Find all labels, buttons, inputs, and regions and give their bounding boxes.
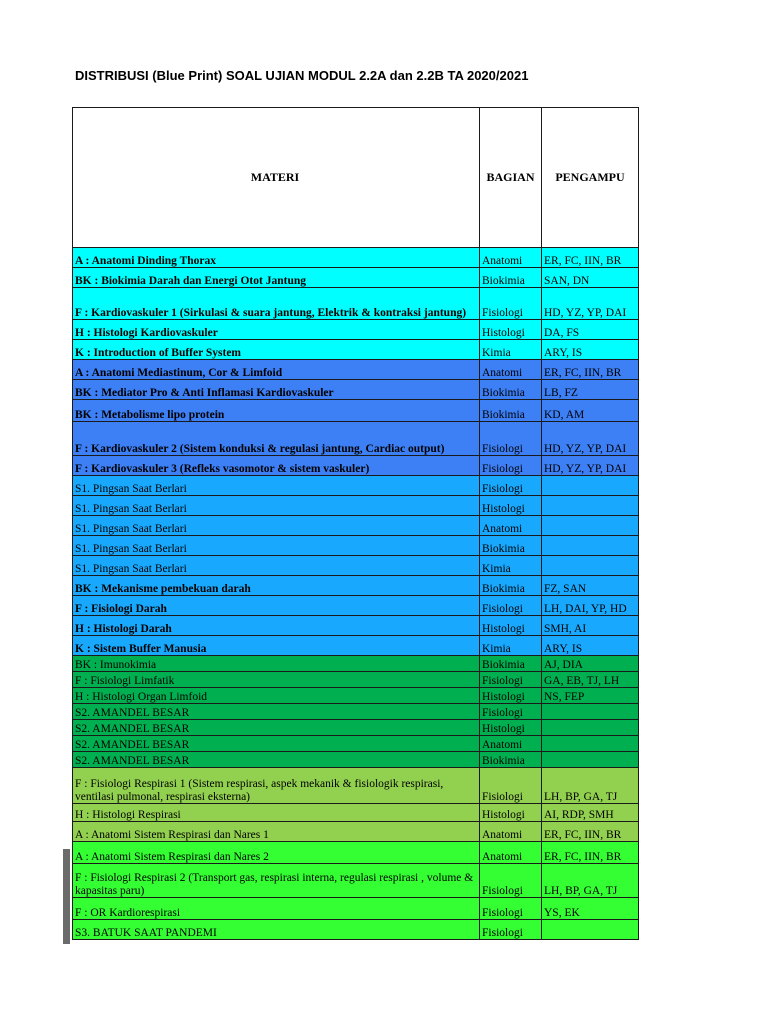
cell-pengampu: HD, YZ, YP, DAI (542, 288, 639, 320)
header-pengampu: PENGAMPU (542, 108, 639, 248)
cell-pengampu: ER, FC, IIN, BR (542, 842, 639, 864)
document-title: DISTRIBUSI (Blue Print) SOAL UJIAN MODUL 2.2A dan 2.2B TA 2020/2021 (75, 68, 529, 83)
cell-bagian: Histologi (480, 616, 542, 636)
cell-materi: H : Histologi Kardiovaskuler (73, 320, 480, 340)
cell-pengampu: KD, AM (542, 400, 639, 422)
table-row (73, 516, 639, 536)
cell-materi: A : Anatomi Dinding Thorax (73, 248, 480, 268)
cell-bagian: Biokimia (480, 268, 542, 288)
cell-pengampu: ARY, IS (542, 340, 639, 360)
cell-materi: S2. AMANDEL BESAR (73, 720, 480, 736)
cell-pengampu (542, 476, 639, 496)
cell-materi: A : Anatomi Sistem Respirasi dan Nares 1 (73, 822, 480, 842)
cell-pengampu (542, 920, 639, 940)
cell-materi: S2. AMANDEL BESAR (73, 704, 480, 720)
cell-pengampu: HD, YZ, YP, DAI (542, 456, 639, 476)
table-row (73, 656, 639, 672)
table-row (73, 536, 639, 556)
cell-materi: F : Kardiovaskuler 1 (Sirkulasi & suara jantung, Elektrik & kontraksi jantung) (73, 288, 480, 320)
cell-materi: F : Fisiologi Respirasi 1 (Sistem respirasi, aspek mekanik & fisiologik respirasi, ventilasi pulmonal, respirasi eksterna) (73, 768, 480, 804)
cell-bagian: Fisiologi (480, 864, 542, 898)
cell-pengampu: AJ, DIA (542, 656, 639, 672)
cell-bagian: Anatomi (480, 516, 542, 536)
table-row (73, 768, 639, 804)
cell-materi: S3. BATUK SAAT PANDEMI (73, 920, 480, 940)
cell-bagian: Kimia (480, 636, 542, 656)
cell-bagian: Fisiologi (480, 768, 542, 804)
cell-materi: K : Introduction of Buffer System (73, 340, 480, 360)
table-row (73, 752, 639, 768)
cell-pengampu: NS, FEP (542, 688, 639, 704)
table-row (73, 804, 639, 822)
cell-materi: A : Anatomi Sistem Respirasi dan Nares 2 (73, 842, 480, 864)
cell-materi: S1. Pingsan Saat Berlari (73, 556, 480, 576)
cell-materi: S1. Pingsan Saat Berlari (73, 536, 480, 556)
cell-pengampu (542, 556, 639, 576)
table-row (73, 688, 639, 704)
table-header-row (73, 108, 639, 248)
cell-pengampu: GA, EB, TJ, LH (542, 672, 639, 688)
table-row (73, 898, 639, 920)
cell-pengampu: ER, FC, IIN, BR (542, 248, 639, 268)
cell-bagian: Biokimia (480, 576, 542, 596)
cell-pengampu: AI, RDP, SMH (542, 804, 639, 822)
cell-materi: BK : Metabolisme lipo protein (73, 400, 480, 422)
cell-pengampu (542, 720, 639, 736)
cell-bagian: Biokimia (480, 536, 542, 556)
table-row (73, 596, 639, 616)
cell-bagian: Histologi (480, 720, 542, 736)
cell-pengampu: ARY, IS (542, 636, 639, 656)
cell-materi: BK : Mekanisme pembekuan darah (73, 576, 480, 596)
cell-materi: F : Kardiovaskuler 2 (Sistem konduksi & regulasi jantung, Cardiac output) (73, 422, 480, 456)
table-row (73, 672, 639, 688)
cell-pengampu (542, 516, 639, 536)
cell-bagian: Anatomi (480, 822, 542, 842)
table-row (73, 636, 639, 656)
cell-bagian: Fisiologi (480, 476, 542, 496)
table-row (73, 268, 639, 288)
cell-materi: H : Histologi Darah (73, 616, 480, 636)
cell-bagian: Anatomi (480, 248, 542, 268)
cell-bagian: Fisiologi (480, 288, 542, 320)
cell-materi: BK : Imunokimia (73, 656, 480, 672)
cell-bagian: Fisiologi (480, 422, 542, 456)
header-bagian: BAGIAN (480, 108, 542, 248)
table-row (73, 822, 639, 842)
cell-bagian: Fisiologi (480, 920, 542, 940)
cell-pengampu: LH, BP, GA, TJ (542, 768, 639, 804)
cell-pengampu: SAN, DN (542, 268, 639, 288)
cell-bagian: Fisiologi (480, 596, 542, 616)
table-row (73, 456, 639, 476)
cell-bagian: Kimia (480, 556, 542, 576)
header-materi: MATERI (73, 108, 480, 248)
cell-bagian: Fisiologi (480, 898, 542, 920)
cell-pengampu: SMH, AI (542, 616, 639, 636)
table-row (73, 400, 639, 422)
cell-materi: F : Kardiovaskuler 3 (Refleks vasomotor & sistem vaskuler) (73, 456, 480, 476)
cell-pengampu: LH, BP, GA, TJ (542, 864, 639, 898)
table-row (73, 360, 639, 380)
table-row (73, 556, 639, 576)
cell-pengampu: ER, FC, IIN, BR (542, 822, 639, 842)
cell-pengampu (542, 704, 639, 720)
cell-bagian: Histologi (480, 688, 542, 704)
cell-pengampu (542, 536, 639, 556)
cell-materi: S1. Pingsan Saat Berlari (73, 516, 480, 536)
table-row (73, 380, 639, 400)
cell-materi: H : Histologi Respirasi (73, 804, 480, 822)
cell-pengampu (542, 736, 639, 752)
cell-bagian: Histologi (480, 320, 542, 340)
cell-bagian: Biokimia (480, 400, 542, 422)
cell-pengampu (542, 496, 639, 516)
cell-bagian: Kimia (480, 340, 542, 360)
cell-bagian: Fisiologi (480, 704, 542, 720)
cell-materi: S2. AMANDEL BESAR (73, 736, 480, 752)
table-row (73, 720, 639, 736)
cell-pengampu: DA, FS (542, 320, 639, 340)
table-row (73, 920, 639, 940)
table-row (73, 736, 639, 752)
cell-pengampu: ER, FC, IIN, BR (542, 360, 639, 380)
cell-materi: K : Sistem Buffer Manusia (73, 636, 480, 656)
cell-materi: H : Histologi Organ Limfoid (73, 688, 480, 704)
cell-materi: BK : Biokimia Darah dan Energi Otot Jantung (73, 268, 480, 288)
cell-bagian: Anatomi (480, 736, 542, 752)
table-row (73, 476, 639, 496)
cell-materi: S2. AMANDEL BESAR (73, 752, 480, 768)
table-row (73, 340, 639, 360)
cell-pengampu: FZ, SAN (542, 576, 639, 596)
cell-materi: S1. Pingsan Saat Berlari (73, 476, 480, 496)
cell-bagian: Histologi (480, 496, 542, 516)
cell-bagian: Anatomi (480, 360, 542, 380)
table-body (73, 248, 639, 940)
cell-pengampu: LH, DAI, YP, HD (542, 596, 639, 616)
blueprint-table (72, 107, 639, 940)
cell-materi: A : Anatomi Mediastinum, Cor & Limfoid (73, 360, 480, 380)
cell-pengampu: YS, EK (542, 898, 639, 920)
table-row (73, 288, 639, 320)
cell-bagian: Fisiologi (480, 456, 542, 476)
table-row (73, 248, 639, 268)
cell-materi: F : OR Kardiorespirasi (73, 898, 480, 920)
table-row (73, 576, 639, 596)
table-row (73, 496, 639, 516)
table-row (73, 864, 639, 898)
cell-bagian: Biokimia (480, 380, 542, 400)
table-row (73, 616, 639, 636)
cell-materi: F : Fisiologi Darah (73, 596, 480, 616)
table-row (73, 704, 639, 720)
cell-materi: BK : Mediator Pro & Anti Inflamasi Kardiovaskuler (73, 380, 480, 400)
cell-pengampu: LB, FZ (542, 380, 639, 400)
cell-materi: S1. Pingsan Saat Berlari (73, 496, 480, 516)
table-row (73, 422, 639, 456)
cell-materi: F : Fisiologi Respirasi 2 (Transport gas, respirasi interna, regulasi respirasi , volume & kapasitas paru) (73, 864, 480, 898)
cell-bagian: Anatomi (480, 842, 542, 864)
cell-bagian: Biokimia (480, 656, 542, 672)
cell-bagian: Biokimia (480, 752, 542, 768)
cell-bagian: Fisiologi (480, 672, 542, 688)
left-margin-bar (63, 849, 70, 944)
cell-pengampu (542, 752, 639, 768)
cell-materi: F : Fisiologi Limfatik (73, 672, 480, 688)
table-row (73, 842, 639, 864)
table-row (73, 320, 639, 340)
cell-pengampu: HD, YZ, YP, DAI (542, 422, 639, 456)
cell-bagian: Histologi (480, 804, 542, 822)
